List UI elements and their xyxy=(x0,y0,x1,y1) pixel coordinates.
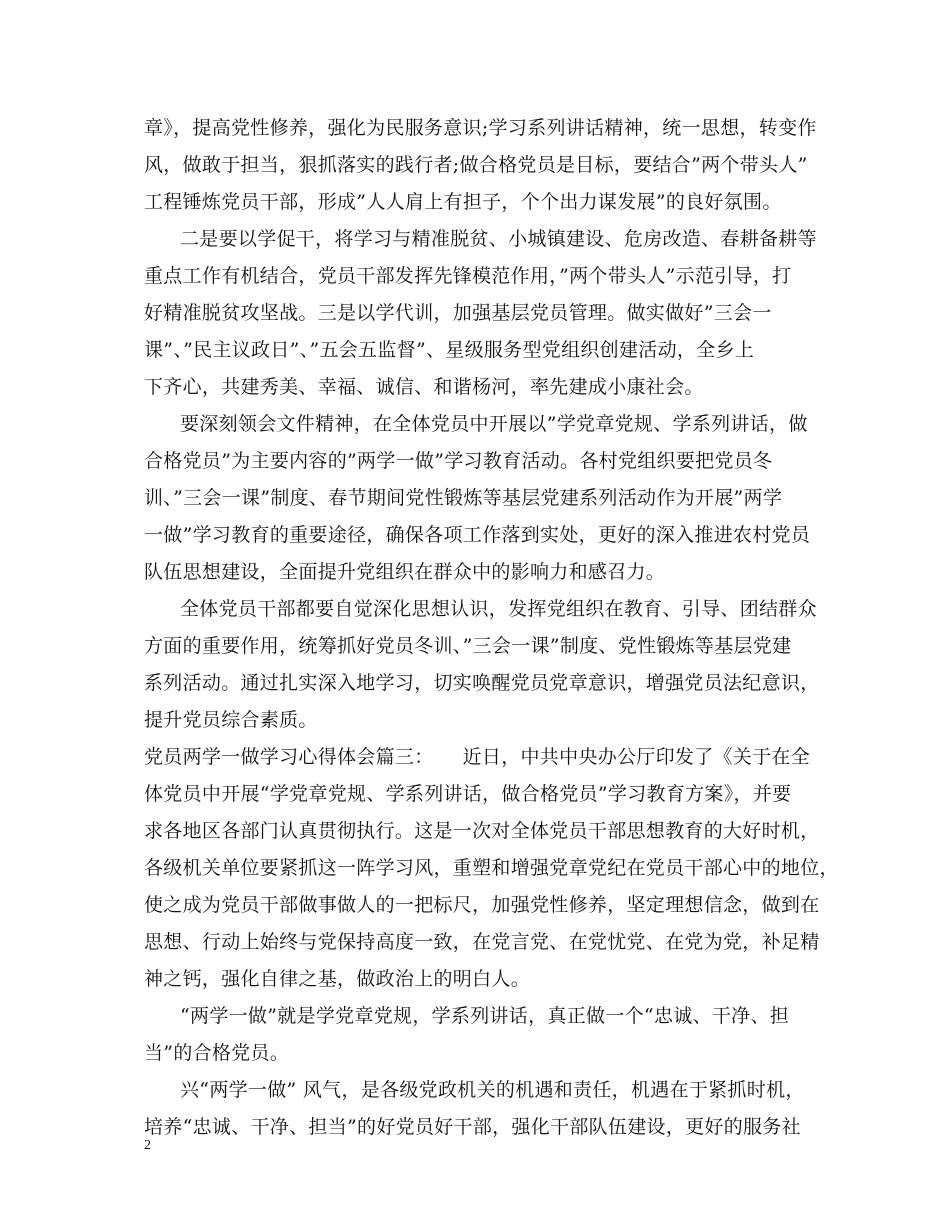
paragraph-start-line: 兴“两学一做” 风气，是各级党政机关的机遇和责任，机遇在于紧抓时机， xyxy=(180,1079,805,1101)
text-line: 系列活动。通过扎实深入地学习，切实唤醒党员党章意识，增强党员法纪意识， xyxy=(144,672,820,694)
text-line: 提升党员综合素质。 xyxy=(144,709,318,731)
text-line: 章》，提高党性修养，强化为民服务意识;学习系列讲话精神，统一思想，转变作 xyxy=(144,117,817,139)
page-number: 2 xyxy=(144,1138,151,1153)
text-line: 求各地区各部门认真贯彻执行。这是一次对全体党员干部思想教育的大好时机， xyxy=(144,820,820,842)
text-line: 重点工作有机结合，党员干部发挥先锋模范作用，”两个带头人”示范引导，打 xyxy=(144,265,792,287)
text-line: 神之钙，强化自律之基，做政治上的明白人。 xyxy=(144,968,531,990)
text-line: 训、”三会一课”制度、春节期间党性锻炼等基层党建系列活动作为开展”两学 xyxy=(144,487,783,509)
text-line: 队伍思想建设，全面提升党组织在群众中的影响力和感召力。 xyxy=(144,561,666,583)
section-heading-line: 党员两学一做学习心得体会篇三： 近日，中共中央办公厅印发了《关于在全 xyxy=(144,746,811,768)
paragraph-start-line: 要深刻领会文件精神，在全体党员中开展以”学党章党规、学系列讲话，做 xyxy=(180,413,808,435)
text-line: 一做”学习教育的重要途径，确保各项工作落到实处，更好的深入推进农村党员 xyxy=(144,524,811,546)
paragraph-start-line: 全体党员干部都要自觉深化思想认识，发挥党组织在教育、引导、团结群众 xyxy=(180,598,817,620)
text-line: 方面的重要作用，统筹抓好党员冬训、”三会一课”制度、党性锻炼等基层党建 xyxy=(144,635,792,657)
text-line: 合格党员”为主要内容的”两学一做”学习教育活动。各村党组织要把党员冬 xyxy=(144,450,773,472)
text-line: 下齐心，共建秀美、幸福、诚信、和谐杨河，率先建成小康社会。 xyxy=(144,376,704,398)
text-line: 使之成为党员干部做事做人的一把标尺，加强党性修养，坚定理想信念，做到在 xyxy=(144,894,820,916)
paragraph-start-line: “两学一做”就是学党章党规，学系列讲话，真正做一个“忠诚、干净、担 xyxy=(180,1005,790,1027)
text-line: 各级机关单位要紧抓这一阵学习风，重塑和增强党章党纪在党员干部心中的地位， xyxy=(144,857,839,879)
text-line: 好精准脱贫攻坚战。三是以学代训，加强基层党员管理。做实做好”三会一 xyxy=(144,302,772,324)
text-line: 培养“忠诚、干净、担当”的好党员好干部，强化干部队伍建设，更好的服务社 xyxy=(144,1116,801,1138)
paragraph-start-line: 二是要以学促干，将学习与精准脱贫、小城镇建设、危房改造、春耕备耕等 xyxy=(180,228,817,250)
text-line: 工程锤炼党员干部，形成”人人肩上有担子，个个出力谋发展”的良好氛围。 xyxy=(144,191,782,213)
text-line: 当”的合格党员。 xyxy=(144,1042,290,1064)
text-line: 思想、行动上始终与党保持高度一致，在党言党、在党忧党、在党为党，补足精 xyxy=(144,931,820,953)
text-line: 体党员中开展“学党章党规、学系列讲话，做合格党员”学习教育方案》，并要 xyxy=(144,783,792,805)
text-line: 课”、”民主议政日”、”五会五监督”、星级服务型党组织创建活动，全乡上 xyxy=(144,339,755,361)
text-line: 风，做敢于担当，狠抓落实的践行者;做合格党员是目标，要结合”两个带头人” xyxy=(144,154,808,176)
